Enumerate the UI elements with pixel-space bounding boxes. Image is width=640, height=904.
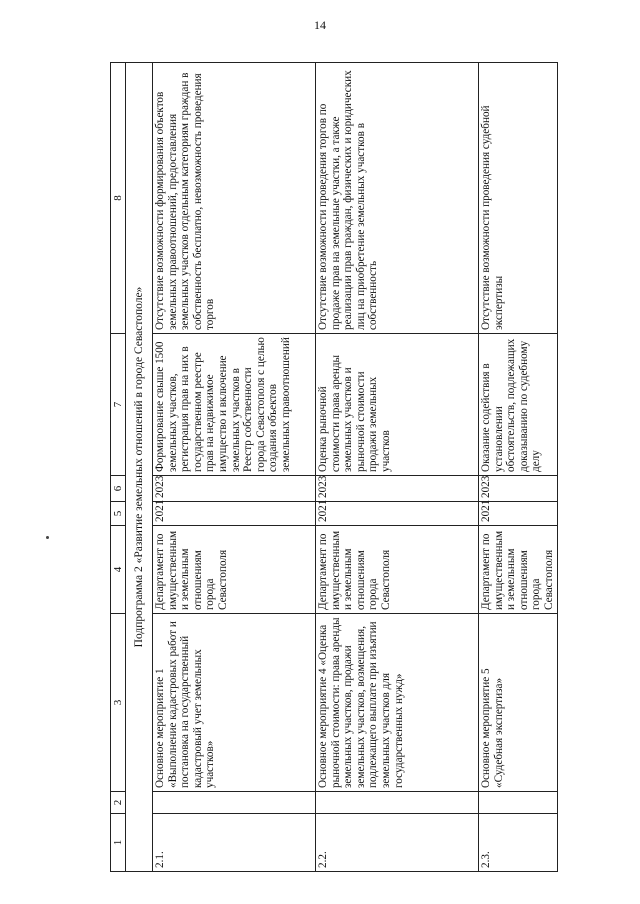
row-result: Оценка рыночной стоимости права аренды земельных участков и рыночной стоимости продажи земельных участков <box>316 334 479 476</box>
row-end-year: 2023 <box>316 476 479 502</box>
table-row <box>316 63 479 872</box>
page-number: 14 <box>314 18 326 32</box>
row-consequences: Отсутствие возможности формирования объектов земельных правоотношений, предоставления земельных участков отдельным категориям граждан в собственность бесплатно, невозможность проведения торгов <box>153 63 316 334</box>
column-header-6: 6 <box>111 476 126 502</box>
table-row <box>479 63 558 872</box>
row-start-year: 2021 <box>479 502 558 526</box>
row-event: Основное мероприятие 1 «Выполнение кадастровых работ и постановка на государственный кадастровый учет земельных участков» <box>153 614 316 792</box>
column-header-1: 1 <box>111 814 126 872</box>
column-header-2: 2 <box>111 792 126 814</box>
row-start-year: 2021 <box>316 502 479 526</box>
row-start-year: 2021 <box>153 502 316 526</box>
row-consequences: Отсутствие возможности проведения торгов по продаже прав на земельные участки, а также реализации прав граждан, физических и юридических лиц на приобретение земельных участков в собственность <box>316 63 479 334</box>
row-executor: Департамент по имущественным и земельным отношениям города Севастополя <box>153 526 316 614</box>
row-event: Основное мероприятие 4 «Оценка рыночной стоимости: права аренды земельных участков, продажи земельных участков, возмещения, подлежащего выплате при изъятии земельных участков для государственных нужд» <box>316 614 479 792</box>
column-header-5: 5 <box>111 502 126 526</box>
table-row <box>153 63 316 872</box>
row-consequences: Отсутствие возможности проведения судебной экспертизы <box>479 63 558 334</box>
column-header-7: 7 <box>111 334 126 476</box>
program-events-table <box>110 62 558 872</box>
row-number: 2.2. <box>316 814 479 872</box>
rotated-table-wrapper <box>110 62 555 872</box>
row-col2 <box>316 792 479 814</box>
row-result: Формирование свыше 1500 земельных участков, регистрация прав на них в государственном реестре прав на недвижимое имущество и включение земельных участков в Реестр собственности города Севастополя с целью создания объектов земельных правоотношений <box>153 334 316 476</box>
row-executor: Департамент по имущественным и земельным отношениям города Севастополя <box>316 526 479 614</box>
row-end-year: 2023 <box>479 476 558 502</box>
column-number-row <box>111 63 126 872</box>
row-event: Основное мероприятие 5 «Судебная экспертиза» <box>479 614 558 792</box>
column-header-3: 3 <box>111 614 126 792</box>
row-result: Оказание содействия в установлении обстоятельств, подлежащих доказыванию по судебному делу <box>479 334 558 476</box>
subprogram-title: Подпрограмма 2 «Развитие земельных отношений в городе Севастополе» <box>126 63 153 872</box>
row-end-year: 2023 <box>153 476 316 502</box>
scan-speck <box>46 536 49 539</box>
row-col2 <box>153 792 316 814</box>
subprogram-row <box>126 63 153 872</box>
column-header-4: 4 <box>111 526 126 614</box>
row-number: 2.1. <box>153 814 316 872</box>
row-executor: Департамент по имущественным и земельным отношениям города Севастополя <box>479 526 558 614</box>
row-col2 <box>479 792 558 814</box>
row-number: 2.3. <box>479 814 558 872</box>
column-header-8: 8 <box>111 63 126 334</box>
